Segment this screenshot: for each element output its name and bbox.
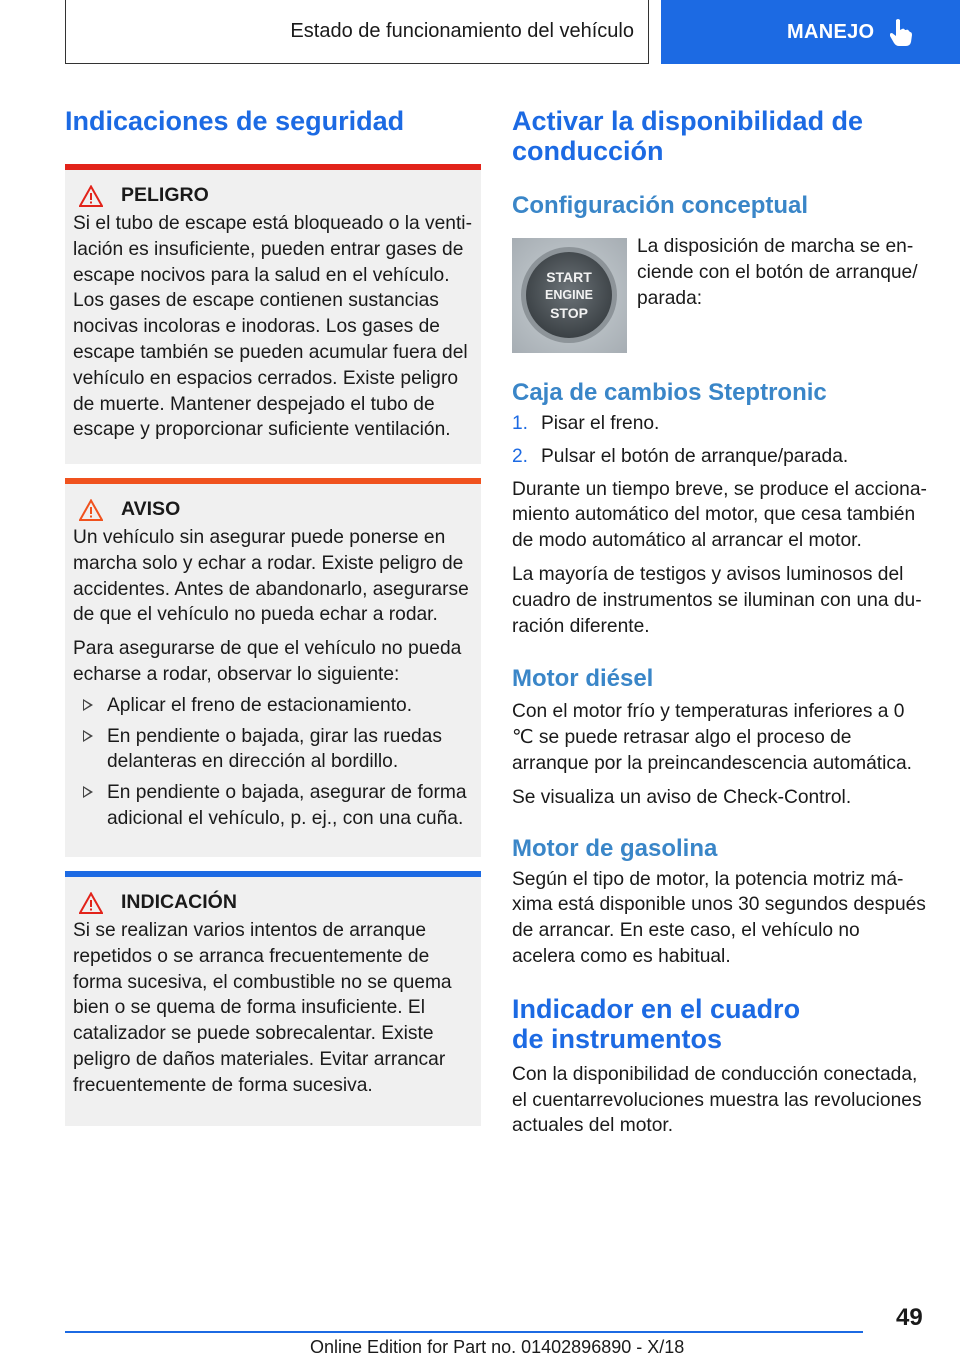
concept-section — [512, 234, 927, 353]
page-number: 49 — [896, 1304, 923, 1331]
header-section-title: Estado de funcionamiento del vehículo — [290, 20, 634, 42]
footer-divider — [65, 1331, 863, 1333]
steptronic-steps — [512, 411, 927, 470]
activate-heading: Activar la disponibilidad de conducción — [512, 106, 864, 166]
gasoline-heading: Motor de gasolina — [512, 834, 718, 862]
safety-heading: Indicaciones de seguridad — [65, 106, 405, 136]
danger-title-row — [79, 184, 473, 207]
svg-text:ENGINE: ENGINE — [545, 288, 593, 302]
warning-bullet-list — [73, 693, 473, 832]
warning-title-row — [79, 498, 473, 521]
warning-box — [65, 484, 481, 857]
warning-triangle-icon — [79, 499, 103, 521]
warning-text-2: Para asegurarse de que el vehículo no pueda echarse a rodar, observar lo siguiente: — [73, 638, 462, 685]
svg-text:STOP: STOP — [550, 305, 588, 321]
list-item: En pendiente o bajada, girar las ruedas delanteras en dirección al bordillo. — [73, 724, 473, 776]
warning-text-1: Un vehículo sin asegurar puede ponerse en marcha solo y echar a rodar. Existe peligro de accidentes. Antes de abandonarlo, asegurarse de que el vehículo no pueda echar a rodar. — [73, 527, 469, 626]
list-item: Aplicar el freno de estacionamiento. — [73, 693, 473, 719]
left-column — [65, 100, 481, 1126]
svg-text:START: START — [546, 269, 592, 285]
warning-triangle-icon — [79, 185, 103, 207]
notice-title-row — [79, 891, 473, 914]
danger-box — [65, 170, 481, 464]
diesel-text-1: Con el motor frío y temperaturas inferiores a 0 ℃ se puede retrasar algo el proceso de arranque por la preincandescencia automática. — [512, 701, 912, 774]
steptronic-text-1: Durante un tiempo breve, se produce el accionamiento automático del motor, que cesa también de modo automático al arrancar el motor. — [512, 478, 927, 552]
header-chapter-label: MANEJO — [787, 20, 875, 43]
list-item: 1. Pisar el freno. — [512, 413, 660, 434]
diesel-heading: Motor diésel — [512, 665, 654, 693]
gasoline-text: Según el tipo de motor, la potencia motriz máxima está disponible unos 30 segundos después de arrancar. En este caso, el vehículo no acelera como es habitual. — [512, 868, 926, 967]
notice-box — [65, 877, 481, 1126]
header-chapter-tab[interactable] — [661, 0, 960, 64]
danger-title: PELIGRO — [121, 184, 209, 206]
concept-heading: Configuración conceptual — [512, 192, 809, 219]
list-item: En pendiente o bajada, asegurar de forma adicional el vehículo, p. ej., con una cuña. — [73, 780, 473, 832]
header-section-title-box — [65, 0, 649, 64]
footer-edition: Online Edition for Part no. 01402896890 - X/18 — [310, 1337, 685, 1357]
right-column — [512, 100, 927, 1139]
start-stop-button-icon — [512, 238, 627, 353]
indicator-text: Con la disponibilidad de conducción conectada, el cuentarrevoluciones muestra las revoluciones actuales del motor. — [512, 1063, 922, 1137]
warning-title: AVISO — [121, 498, 181, 520]
notice-title: INDICACIÓN — [121, 891, 237, 913]
hand-pointer-icon — [890, 18, 912, 46]
steptronic-text-2: La mayoría de testigos y avisos luminosos del cuadro de instrumentos se iluminan con una duración diferente. — [512, 563, 922, 637]
notice-text: Si se realizan varios intentos de arranque repetidos o se arranca frecuentemente de forma sucesiva, el combustible no se quema bien o se quema de forma insuficiente. El catalizador se puede sobrecalentar. Existe peligro de daños materiales. Evitar arrancar frecuentemente de forma sucesiva. — [73, 920, 452, 1096]
indicator-heading: Indicador en el cuadro de instrumentos — [512, 993, 801, 1054]
list-item: 2. Pulsar el botón de arranque/parada. — [512, 445, 849, 467]
diesel-text-2: Se visualiza un aviso de Check-Control. — [512, 786, 852, 808]
steptronic-heading: Caja de cambios Steptronic — [512, 379, 827, 406]
bullet-triangle-icon — [83, 730, 93, 742]
bullet-triangle-icon — [83, 786, 93, 798]
danger-text: Si el tubo de escape está bloqueado o la ventilación es insuficiente, pueden entrar gases de escape nocivos para la salud en el vehículo. Los gases de escape contienen sustancias nocivas incoloras e inodoras. Los gases de escape también se pueden acumular fuera del vehículo en espacios cerrados. Existe peligro de muerte. Mantener despejado el tubo de escape y proporcionar suficiente ventilación. — [73, 213, 472, 441]
bullet-triangle-icon — [83, 699, 93, 711]
start-stop-button-image — [512, 238, 627, 353]
warning-triangle-icon — [79, 892, 103, 914]
concept-text: La disposición de marcha se enciende con el botón de arranque/ parada: — [637, 236, 918, 309]
